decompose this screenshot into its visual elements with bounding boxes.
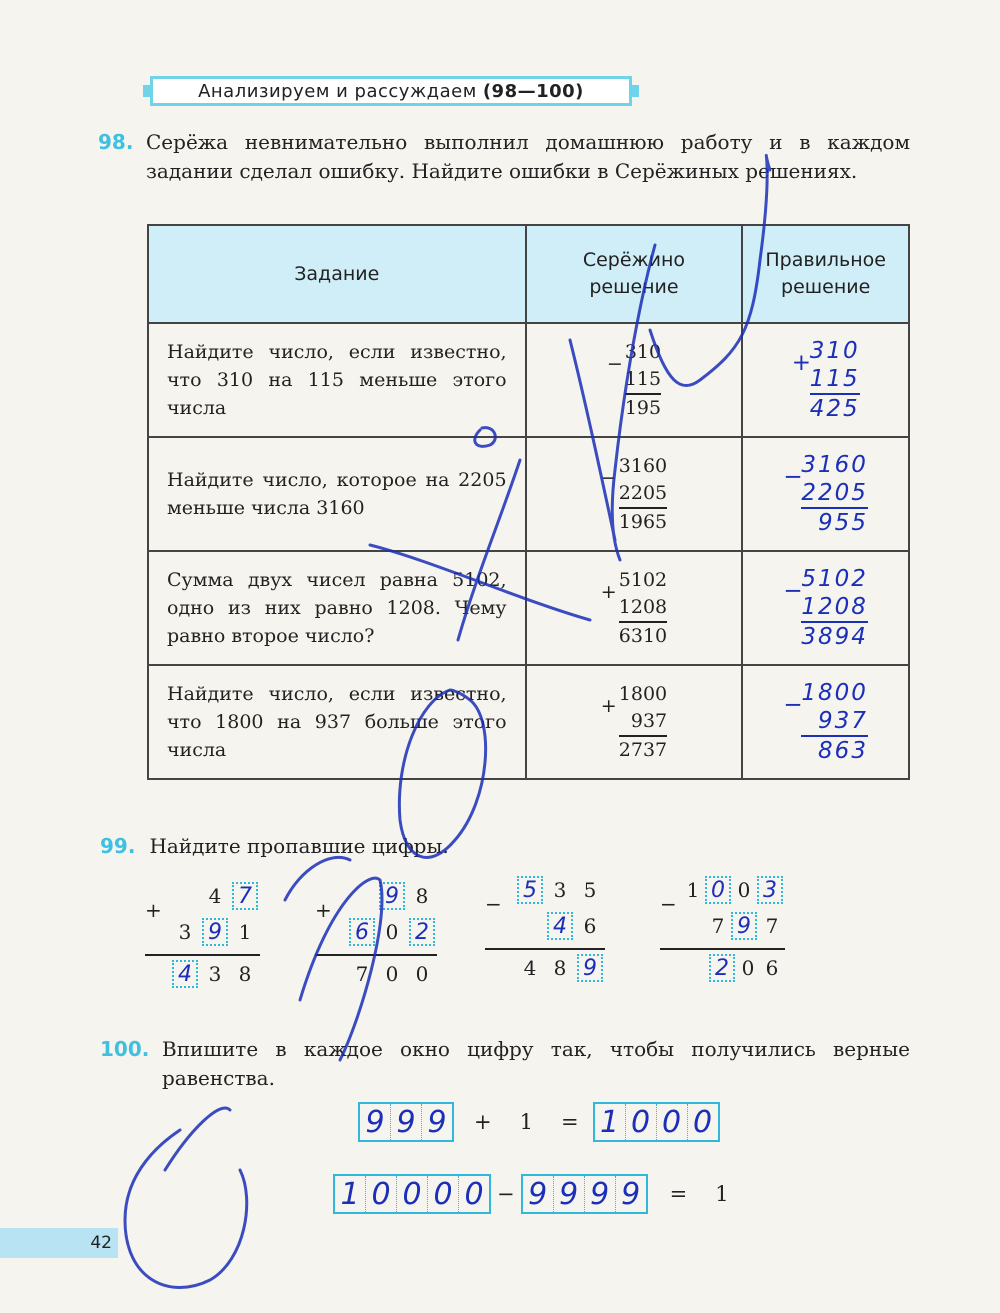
digit-box[interactable]: 4 — [547, 912, 573, 940]
task-99-number: 99. — [100, 834, 136, 858]
task-98-text: Серёжа невнимательно выполнил домашнюю работу и в каждом задании сделал ошибку. Найдите ошибки в Серёжиных решениях. — [146, 130, 910, 183]
calculation — [601, 681, 667, 764]
example-1 — [145, 878, 260, 992]
example-2-row-2 — [315, 914, 437, 950]
equation-2 — [333, 1174, 743, 1214]
task-100-text: Впишите в каждое окно цифру так, чтобы получились верные равенства. — [162, 1037, 910, 1090]
task-98 — [98, 128, 910, 186]
task-question: Найдите число, если известно, что 1800 на 937 больше этого числа — [148, 665, 526, 779]
calculation — [601, 453, 667, 536]
example-3-row-2 — [485, 908, 605, 944]
operand-b: 2205 — [618, 481, 668, 504]
example-1-row-2 — [145, 914, 260, 950]
banner-title: Анализируем и рассуждаем — [198, 80, 477, 102]
operand: 1 — [519, 1110, 533, 1134]
example-4-operator: − — [660, 892, 677, 916]
result: 863 — [801, 735, 868, 765]
operation-sign: − — [600, 466, 617, 489]
digit-box[interactable]: 9 — [202, 918, 228, 946]
task-question: Найдите число, которое на 2205 меньше числа 3160 — [148, 437, 526, 551]
table-row — [148, 437, 909, 551]
digit-window[interactable]: 0 — [397, 1176, 428, 1212]
digit: 7 — [765, 914, 779, 938]
table-row — [148, 323, 909, 437]
example-4-row-1 — [660, 872, 785, 908]
correct-solution — [742, 665, 909, 779]
handwritten-calculation — [783, 451, 868, 537]
digit-window[interactable]: 1 — [335, 1176, 366, 1212]
example-3-row-3 — [485, 950, 605, 986]
operand-a: 5102 — [618, 568, 668, 591]
banner-right-marker — [629, 85, 639, 97]
digit-window[interactable]: 9 — [391, 1104, 422, 1140]
digit-window[interactable]: 0 — [428, 1176, 459, 1212]
operation-sign: − — [783, 692, 805, 718]
operand-a: 1800 — [618, 682, 668, 705]
digit: 0 — [385, 962, 399, 986]
operand-a: 5102 — [801, 566, 868, 592]
task-99 — [100, 832, 449, 861]
correct-solution — [742, 323, 909, 437]
operand-a: 3160 — [801, 452, 868, 478]
digit-box[interactable]: 9 — [379, 882, 405, 910]
result-value: 1 — [715, 1182, 729, 1206]
task-100 — [100, 1035, 910, 1093]
digit-box[interactable]: 9 — [731, 912, 757, 940]
banner-range: (98—100) — [482, 80, 584, 102]
sergey-solution — [526, 437, 743, 551]
operand-a: 310 — [809, 338, 860, 364]
digit-window[interactable]: 9 — [554, 1176, 585, 1212]
digit-window[interactable]: 9 — [523, 1176, 554, 1212]
example-3-row-1 — [485, 872, 605, 908]
equation-1-result-boxes — [593, 1102, 720, 1142]
sergey-solution — [526, 665, 743, 779]
example-2 — [315, 878, 437, 992]
digit: 0 — [741, 956, 755, 980]
operand-b: 1208 — [618, 595, 668, 618]
digit: 3 — [208, 962, 222, 986]
operand-b: 937 — [818, 708, 868, 734]
table-header-row — [148, 225, 909, 323]
operand-b: 2205 — [801, 480, 868, 506]
operation-sign: − — [606, 352, 623, 375]
digit: 7 — [711, 914, 725, 938]
digit: 8 — [415, 884, 429, 908]
example-1-row-1 — [145, 878, 260, 914]
correct-solution — [742, 551, 909, 665]
digit-window[interactable]: 9 — [360, 1104, 391, 1140]
banner-left-marker — [143, 85, 153, 97]
operand-a: 310 — [624, 340, 662, 363]
example-2-operator: + — [315, 898, 332, 922]
operand-b: 115 — [624, 367, 662, 390]
task-question: Сумма двух чисел равна 5102, одно из них равно 1208. Чему равно второе число? — [148, 551, 526, 665]
column-header-sergey: Серёжино решение — [526, 225, 743, 323]
digit-box[interactable]: 3 — [757, 876, 783, 904]
calculation — [601, 567, 667, 650]
operand-b: 1208 — [801, 594, 868, 620]
correct-solution — [742, 437, 909, 551]
result: 1965 — [619, 507, 667, 536]
operation-sign: − — [783, 578, 805, 604]
operand-b: 937 — [630, 709, 668, 732]
digit-box[interactable]: 2 — [409, 918, 435, 946]
digit: 5 — [583, 878, 597, 902]
equals-sign: = — [669, 1182, 688, 1206]
handwritten-calculation — [792, 337, 860, 423]
digit-box[interactable]: 5 — [517, 876, 543, 904]
result: 195 — [625, 393, 661, 422]
digit: 4 — [523, 956, 537, 980]
operation-sign: − — [783, 464, 805, 490]
digit-box[interactable]: 4 — [172, 960, 198, 988]
result: 6310 — [619, 621, 667, 650]
operand-a: 3160 — [618, 454, 668, 477]
digit-window[interactable]: 0 — [626, 1104, 657, 1140]
digit-box[interactable]: 2 — [709, 954, 735, 982]
digit: 8 — [238, 962, 252, 986]
task-question: Найдите число, если известно, что 310 на 115 меньше этого числа — [148, 323, 526, 437]
example-4-row-3 — [660, 950, 785, 986]
digit-window[interactable]: 0 — [693, 1104, 713, 1140]
digit-window[interactable]: 1 — [595, 1104, 626, 1140]
digit: 8 — [553, 956, 567, 980]
table-row — [148, 551, 909, 665]
operation-sign: + — [791, 350, 814, 376]
example-3 — [485, 872, 605, 986]
column-header-correct: Правильное решение — [742, 225, 909, 323]
minus-sign: − — [497, 1182, 515, 1206]
example-4 — [660, 872, 785, 986]
page-number: 42 — [0, 1228, 118, 1258]
column-header-task: Задание — [148, 225, 526, 323]
result: 425 — [810, 393, 860, 423]
equation-1 — [358, 1102, 720, 1142]
equation-2-middle-boxes — [521, 1174, 648, 1214]
digit: 3 — [553, 878, 567, 902]
task-100-number: 100. — [100, 1037, 150, 1061]
digit-window[interactable]: 0 — [464, 1176, 484, 1212]
operand-a: 1800 — [801, 680, 868, 706]
task-98-number: 98. — [98, 130, 134, 154]
handwritten-calculation — [783, 565, 868, 651]
task-99-text: Найдите пропавшие цифры. — [149, 834, 449, 858]
operation-sign: + — [600, 580, 617, 603]
digit: 0 — [415, 962, 429, 986]
digit: 0 — [385, 920, 399, 944]
scribble-stroke — [125, 1130, 247, 1288]
digit-window[interactable]: 0 — [657, 1104, 688, 1140]
plus-sign: + — [474, 1110, 492, 1134]
equation-1-left-boxes — [358, 1102, 454, 1142]
example-1-row-3 — [145, 956, 260, 992]
digit: 3 — [178, 920, 192, 944]
digit: 4 — [208, 884, 222, 908]
sergey-solution — [526, 551, 743, 665]
solutions-table — [147, 224, 910, 780]
digit-box[interactable]: 9 — [577, 954, 603, 982]
digit-window[interactable]: 9 — [621, 1176, 641, 1212]
equation-2-left-boxes — [333, 1174, 491, 1214]
digit: 6 — [765, 956, 779, 980]
example-3-operator: − — [485, 892, 502, 916]
handwritten-calculation — [783, 679, 868, 765]
result: 2737 — [619, 735, 667, 764]
digit: 6 — [583, 914, 597, 938]
example-4-row-2 — [660, 908, 785, 944]
result: 955 — [801, 507, 868, 537]
example-2-row-1 — [315, 878, 437, 914]
table-row — [148, 665, 909, 779]
digit-window[interactable]: 9 — [427, 1104, 447, 1140]
digit-window[interactable]: 0 — [366, 1176, 397, 1212]
digit-box[interactable]: 6 — [349, 918, 375, 946]
digit-window[interactable]: 9 — [585, 1176, 616, 1212]
digit-box[interactable]: 0 — [705, 876, 731, 904]
section-banner — [150, 76, 632, 106]
digit: 1 — [686, 878, 700, 902]
calculation — [607, 339, 661, 422]
digit: 1 — [238, 920, 252, 944]
scribble-stroke — [165, 1108, 230, 1170]
result: 3894 — [801, 621, 868, 651]
sergey-solution — [526, 323, 743, 437]
operand-b: 115 — [809, 366, 860, 392]
digit-box[interactable]: 7 — [232, 882, 258, 910]
operation-sign: + — [600, 694, 617, 717]
example-1-operator: + — [145, 898, 162, 922]
example-2-row-3 — [315, 956, 437, 992]
equals-sign: = — [560, 1110, 579, 1134]
digit: 0 — [737, 878, 751, 902]
digit: 7 — [355, 962, 369, 986]
